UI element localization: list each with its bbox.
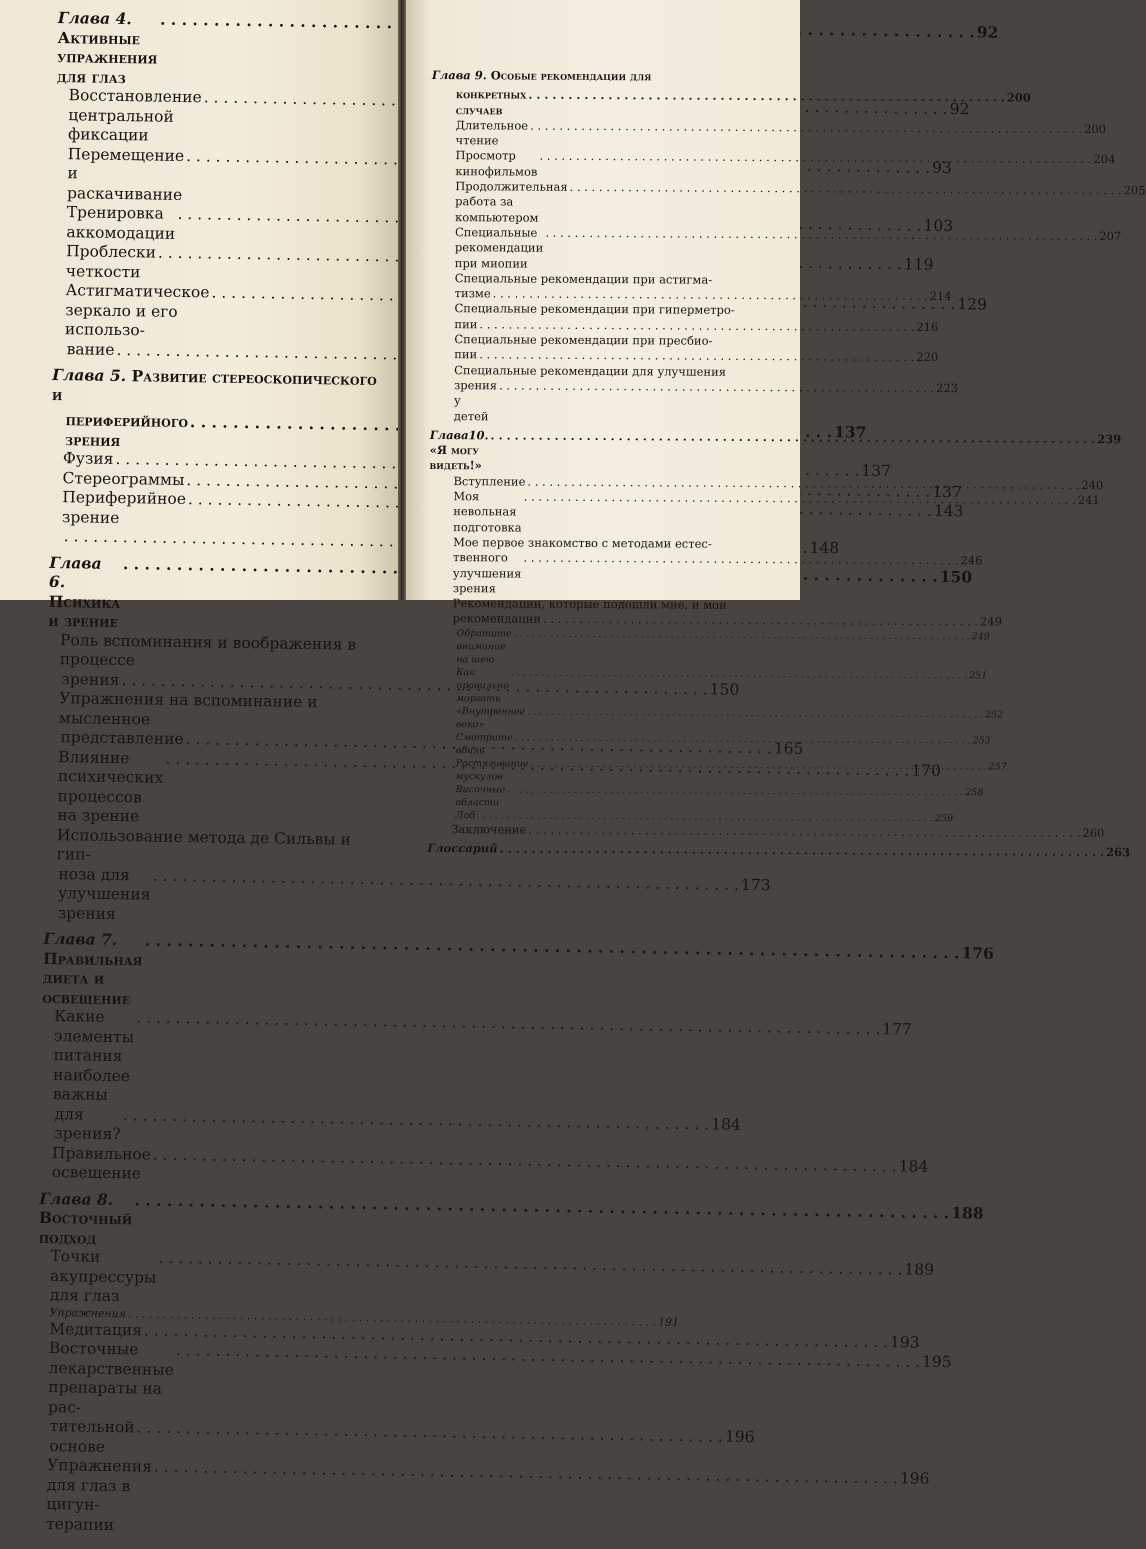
page-number: 143 [934, 502, 964, 522]
toc-subentry [428, 757, 770, 785]
page-number: 137 [834, 422, 867, 442]
leader-dots [123, 1106, 710, 1135]
page-number: 196 [900, 1469, 930, 1489]
toc-entry-continued [40, 1104, 367, 1148]
chapter-title: Правильная диета и освещение [42, 948, 142, 1007]
leader-dots [524, 490, 1076, 509]
page-number: 150 [940, 566, 973, 586]
toc-entry [47, 689, 374, 733]
leader-dots [528, 822, 1080, 841]
chapter-title: Развитие стереоскопического и [52, 366, 377, 403]
entry-title: Растягивание мускулов [456, 757, 529, 783]
page-number: 173 [741, 875, 771, 895]
toc-entry [48, 630, 375, 674]
page-number: 92 [949, 100, 969, 120]
entry-title: Восстановление центральной фиксации [68, 86, 202, 147]
page-number: 200 [1084, 122, 1106, 137]
entry-title: Использование метода де Сильвы и гип- [57, 826, 372, 870]
leader-dots [136, 1418, 723, 1447]
toc-chapter [39, 1188, 366, 1252]
entry-title: Медитация [49, 1320, 142, 1341]
entry-title: Вступление [453, 474, 525, 490]
leader-dots [530, 118, 1082, 137]
page-number: 184 [899, 1157, 929, 1177]
entry-title: Специальные рекомендации при астигма- [455, 271, 713, 288]
left-page [0, 0, 398, 600]
entry-title: Специальные рекомендации при миопии [455, 225, 544, 271]
leader-dots [134, 1190, 949, 1222]
leader-dots [511, 666, 967, 682]
toc-entry [429, 489, 771, 537]
page-number: 170 [911, 761, 941, 781]
entry-title: Точки акупрессуры для глаз [50, 1247, 157, 1307]
page-number: 148 [809, 539, 839, 559]
toc-entry [50, 527, 376, 552]
page-number: 188 [951, 1203, 984, 1223]
page-number: 189 [904, 1260, 934, 1280]
page-number: 214 [930, 289, 952, 304]
entry-title: рекомендации [453, 612, 541, 628]
entry-title: Тренировка аккомодации [66, 203, 175, 244]
chapter-number: Глава 6. [49, 552, 102, 591]
page-number: 103 [923, 217, 953, 237]
page-number: 177 [882, 1020, 912, 1040]
entry-title: Мое первое знакомство с методами естес- [453, 535, 712, 552]
entry-title: Продолжительная работа за компьютером [455, 179, 568, 226]
leader-dots [545, 226, 1097, 245]
page-number: 259 [935, 812, 953, 825]
chapter-heading [430, 428, 489, 474]
entry-title: Рекомендации, которые подошли мне, и мои [453, 596, 727, 613]
entry-title: Роль вспоминания и воображения в процессе [60, 631, 375, 675]
chapter-heading [427, 841, 497, 857]
toc-chapter [52, 365, 379, 409]
entry-title: представление [60, 728, 183, 749]
leader-dots [527, 705, 983, 721]
right-table-of-contents [427, 68, 774, 858]
toc-entry [431, 179, 773, 227]
page-number: 92 [977, 22, 999, 42]
toc-entry [38, 1247, 365, 1311]
toc-entry [427, 822, 769, 839]
entry-title: Лоб [455, 809, 475, 822]
leader-dots [528, 88, 1005, 106]
toc-chapter [432, 68, 774, 85]
entry-title: Височные области [455, 783, 505, 809]
page-number: 196 [725, 1428, 755, 1448]
leader-dots [136, 1008, 880, 1039]
book-gutter [398, 0, 406, 600]
leader-dots [507, 783, 963, 799]
leader-dots [153, 1145, 897, 1176]
page-number: 176 [961, 943, 994, 963]
chapter-number: Глава 5. [52, 365, 126, 385]
entry-title: тительной основе [49, 1417, 135, 1457]
page-number: 257 [989, 760, 1007, 773]
chapter-title: периферийного зрения [65, 410, 188, 451]
page-number: 240 [1081, 478, 1103, 493]
toc-glossary [427, 841, 769, 858]
toc-chapter-continued [432, 87, 774, 120]
entry-title: Перемещение и раскачивание [67, 145, 184, 205]
toc-entry [53, 281, 380, 345]
left-table-of-contents [34, 8, 384, 1539]
leader-dots [514, 627, 970, 643]
chapter-heading [57, 8, 158, 88]
entry-title: Какие элементы питания наиболее важны [53, 1007, 135, 1106]
page-number: 216 [916, 320, 938, 335]
page-number: 137 [932, 482, 962, 502]
page-number: 119 [904, 255, 934, 275]
toc-entry [431, 225, 773, 273]
leader-dots [154, 1458, 898, 1489]
page-number: 249 [980, 615, 1002, 630]
toc-entry-continued [430, 378, 772, 426]
page-number: 253 [973, 734, 991, 747]
toc-entry [45, 825, 372, 869]
entry-title: вание [66, 340, 114, 360]
chapter-heading [42, 929, 143, 1009]
chapter-number: Глава 9. [432, 68, 487, 82]
chapter-title: Восточный подход [39, 1208, 133, 1247]
toc-entry [45, 747, 372, 830]
entry-title: Специальные рекомендации для улучшения [454, 363, 726, 380]
leader-dots [145, 930, 960, 962]
toc-subentry [428, 705, 770, 733]
entry-title: Специальные рекомендации при пресбио- [454, 332, 712, 349]
entry-title: Заключение [451, 822, 526, 838]
toc-entry-continued [52, 339, 378, 364]
entry-title: Специальные рекомендации при гиперметро- [454, 302, 734, 319]
chapter-heading [52, 365, 379, 409]
page-number: 239 [1097, 432, 1121, 447]
toc-entry [54, 203, 381, 247]
page-number: 191 [658, 1315, 679, 1329]
toc-entry [36, 1339, 363, 1422]
chapter-title: Психика и зрение [48, 591, 120, 631]
entry-title: для зрения? [54, 1105, 121, 1145]
entry-title: Моя невольная подготовка [453, 489, 522, 535]
chapter-number: Глава10. [430, 428, 489, 442]
leader-dots [499, 841, 1104, 860]
toc-entry [54, 242, 381, 286]
entry-title: зрения [61, 670, 119, 690]
chapter-number: Глоссарий [427, 841, 497, 855]
leader-dots [491, 428, 1096, 447]
page-number: 220 [916, 350, 938, 365]
entry-title: Длительное чтение [456, 118, 529, 149]
toc-subentry [428, 627, 770, 668]
entry-title: пии [454, 347, 477, 362]
chapter-number: Глава 7. [43, 929, 117, 949]
leader-dots [539, 149, 1091, 168]
page-number: 150 [710, 680, 740, 700]
chapter-title: «Я могу видеть!» [430, 443, 482, 473]
page-number: 195 [922, 1353, 952, 1373]
toc-entry [34, 1456, 361, 1539]
toc-chapter [42, 929, 369, 1012]
page-number: 93 [932, 158, 952, 178]
leader-dots [153, 866, 740, 895]
entry-title: Обратите внимание на шею [456, 627, 511, 666]
leader-dots [523, 551, 958, 569]
toc-entry-continued [44, 864, 371, 928]
toc-entry-continued [429, 550, 771, 598]
leader-dots [531, 757, 987, 773]
page-number: 251 [969, 669, 987, 682]
leader-dots [570, 180, 1122, 199]
chapter-heading [39, 1188, 133, 1248]
chapter-heading [48, 552, 121, 631]
entry-title: Фузия [63, 449, 114, 469]
leader-dots [515, 731, 971, 747]
toc-entry-continued [35, 1417, 362, 1461]
page-number: 165 [774, 739, 804, 759]
entry-title: ноза для улучшения зрения [58, 865, 151, 925]
entry-title: Стереограммы [62, 469, 184, 490]
page-number: 184 [711, 1115, 741, 1135]
page-number: 246 [960, 553, 982, 568]
entry-title: Упражнения [49, 1306, 126, 1321]
chapter-heading [432, 68, 651, 85]
entry-title: Астигматическое зеркало и его использо- [65, 281, 210, 342]
chapter-number: Глава 8. [39, 1188, 113, 1208]
toc-chapter [430, 428, 772, 476]
leader-dots [158, 1249, 902, 1280]
page-number: 207 [1099, 229, 1121, 244]
toc-subentry [427, 783, 769, 811]
entry-title: Просмотр кинофильмов [455, 149, 537, 180]
chapter-title: Активные упражнения для глаз [57, 27, 158, 86]
page-number: 241 [1078, 493, 1100, 508]
chapter-title: Особые рекомендации для [491, 68, 652, 83]
leader-dots [499, 378, 934, 396]
toc-chapter-continued [51, 410, 378, 454]
toc-subentry [428, 666, 770, 707]
entry-title: зрения у детей [454, 378, 497, 424]
page-number: 204 [1093, 153, 1115, 168]
page-number: 258 [965, 786, 983, 799]
entry-title: Как правильно моргать [456, 666, 509, 705]
page-number: 129 [957, 295, 987, 315]
toc-subentry [428, 731, 770, 759]
page-number: 260 [1082, 826, 1104, 841]
entry-title: «Внутреннее веко» [456, 705, 525, 731]
entry-title: пии [454, 317, 477, 332]
toc-chapter [48, 552, 375, 635]
entry-title: Смотрите вдаль [456, 731, 513, 757]
page-number: 223 [936, 381, 958, 396]
right-page [406, 0, 800, 600]
toc-entry [40, 1143, 367, 1187]
toc-entry [41, 1007, 368, 1110]
entry-title: Упражнения для глаз в цигун-терапии [46, 1456, 152, 1536]
page-number: 193 [890, 1333, 920, 1353]
chapter-title: конкретных случаев [456, 87, 527, 118]
page-number: 137 [861, 462, 891, 482]
entry-title: Периферийное зрение [62, 488, 186, 529]
toc-entry [432, 118, 774, 151]
entry-title: Правильное освещение [52, 1144, 151, 1185]
toc-chapter [57, 8, 384, 91]
entry-title: Проблески четкости [66, 242, 156, 282]
entry-title: твенного улучшения зрения [453, 550, 522, 596]
page-number: 205 [1124, 183, 1146, 198]
page-number: 200 [1007, 91, 1031, 106]
entry-title: Восточные лекарственные препараты на рас- [48, 1339, 174, 1419]
page-number: 263 [1106, 845, 1130, 860]
toc-entry [431, 148, 773, 181]
chapter-number: Глава 4. [58, 8, 132, 28]
toc-entry [50, 488, 377, 532]
entry-title: Упражнения на вспоминание и мысленное [59, 689, 374, 733]
entry-title: тизме [455, 286, 491, 302]
page-number: 252 [985, 708, 1003, 721]
toc-entry [56, 86, 383, 150]
toc-entry [55, 144, 382, 208]
page-number: 249 [972, 630, 990, 643]
entry-title: Влияние психических процессов на зрение [57, 748, 163, 828]
